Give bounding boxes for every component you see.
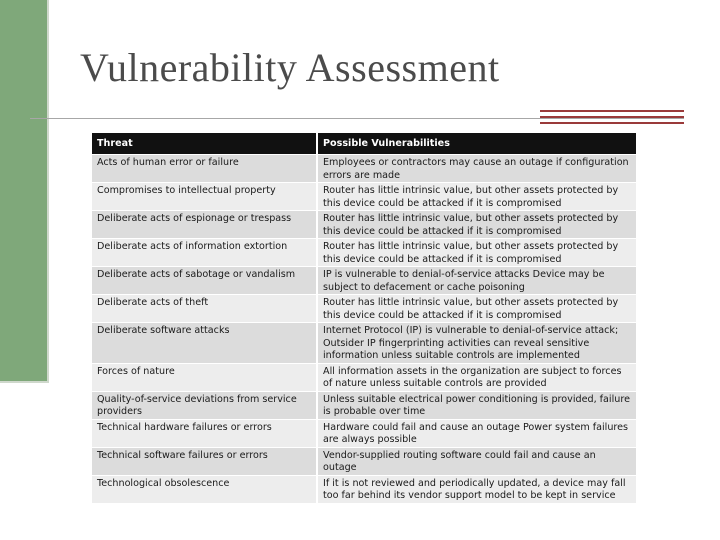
threat-cell: Quality-of-service deviations from service providers bbox=[92, 391, 317, 419]
threat-cell: Forces of nature bbox=[92, 363, 317, 391]
table-row bbox=[92, 267, 636, 295]
accent-stripe bbox=[540, 110, 684, 112]
table-header-row bbox=[92, 133, 636, 155]
table-row bbox=[92, 211, 636, 239]
table-row bbox=[92, 295, 636, 323]
threat-cell: Compromises to intellectual property bbox=[92, 183, 317, 211]
vulnerability-cell: Router has little intrinsic value, but other assets protected by this device could be attacked if it is compromised bbox=[317, 211, 636, 239]
threat-cell: Deliberate acts of sabotage or vandalism bbox=[92, 267, 317, 295]
side-accent-line bbox=[47, 0, 49, 381]
vulnerability-cell: If it is not reviewed and periodically updated, a device may fall too far behind its vendor support model to be kept in service bbox=[317, 475, 636, 503]
table-row bbox=[92, 239, 636, 267]
threat-cell: Deliberate acts of information extortion bbox=[92, 239, 317, 267]
table-row bbox=[92, 363, 636, 391]
vulnerability-cell: IP is vulnerable to denial-of-service attacks Device may be subject to defacement or cache poisoning bbox=[317, 267, 636, 295]
side-accent-bar bbox=[0, 0, 47, 381]
table-row bbox=[92, 475, 636, 503]
vulnerability-table bbox=[92, 133, 636, 503]
threat-cell: Technical software failures or errors bbox=[92, 447, 317, 475]
threat-cell: Deliberate acts of theft bbox=[92, 295, 317, 323]
vulnerability-cell: Router has little intrinsic value, but other assets protected by this device could be attacked if it is compromised bbox=[317, 183, 636, 211]
vulnerability-cell: Internet Protocol (IP) is vulnerable to denial-of-service attack; Outsider IP fingerprinting activities can reveal sensitive information unless suitable controls are implemented bbox=[317, 323, 636, 364]
threat-cell: Acts of human error or failure bbox=[92, 155, 317, 183]
table-row bbox=[92, 183, 636, 211]
threat-cell: Deliberate acts of espionage or trespass bbox=[92, 211, 317, 239]
table-row bbox=[92, 323, 636, 364]
table-row bbox=[92, 155, 636, 183]
vulnerability-cell: Router has little intrinsic value, but other assets protected by this device could be attacked if it is compromised bbox=[317, 295, 636, 323]
threat-cell: Technical hardware failures or errors bbox=[92, 419, 317, 447]
column-header-threat: Threat bbox=[92, 133, 317, 155]
slide-title: Vulnerability Assessment bbox=[80, 45, 500, 90]
column-header-vulnerabilities: Possible Vulnerabilities bbox=[317, 133, 636, 155]
vulnerability-cell: All information assets in the organization are subject to forces of nature unless suitable controls are provided bbox=[317, 363, 636, 391]
table-row bbox=[92, 447, 636, 475]
vulnerability-cell: Employees or contractors may cause an outage if configuration errors are made bbox=[317, 155, 636, 183]
vulnerability-cell: Unless suitable electrical power conditioning is provided, failure is probable over time bbox=[317, 391, 636, 419]
table-row bbox=[92, 419, 636, 447]
vulnerability-cell: Hardware could fail and cause an outage Power system failures are always possible bbox=[317, 419, 636, 447]
accent-stripe bbox=[540, 116, 684, 118]
threat-cell: Deliberate software attacks bbox=[92, 323, 317, 364]
vulnerability-cell: Router has little intrinsic value, but other assets protected by this device could be attacked if it is compromised bbox=[317, 239, 636, 267]
accent-stripe bbox=[540, 122, 684, 124]
side-accent-bottom-line bbox=[0, 381, 49, 383]
title-underline bbox=[30, 118, 684, 119]
vulnerability-cell: Vendor-supplied routing software could fail and cause an outage bbox=[317, 447, 636, 475]
table-row bbox=[92, 391, 636, 419]
threat-cell: Technological obsolescence bbox=[92, 475, 317, 503]
